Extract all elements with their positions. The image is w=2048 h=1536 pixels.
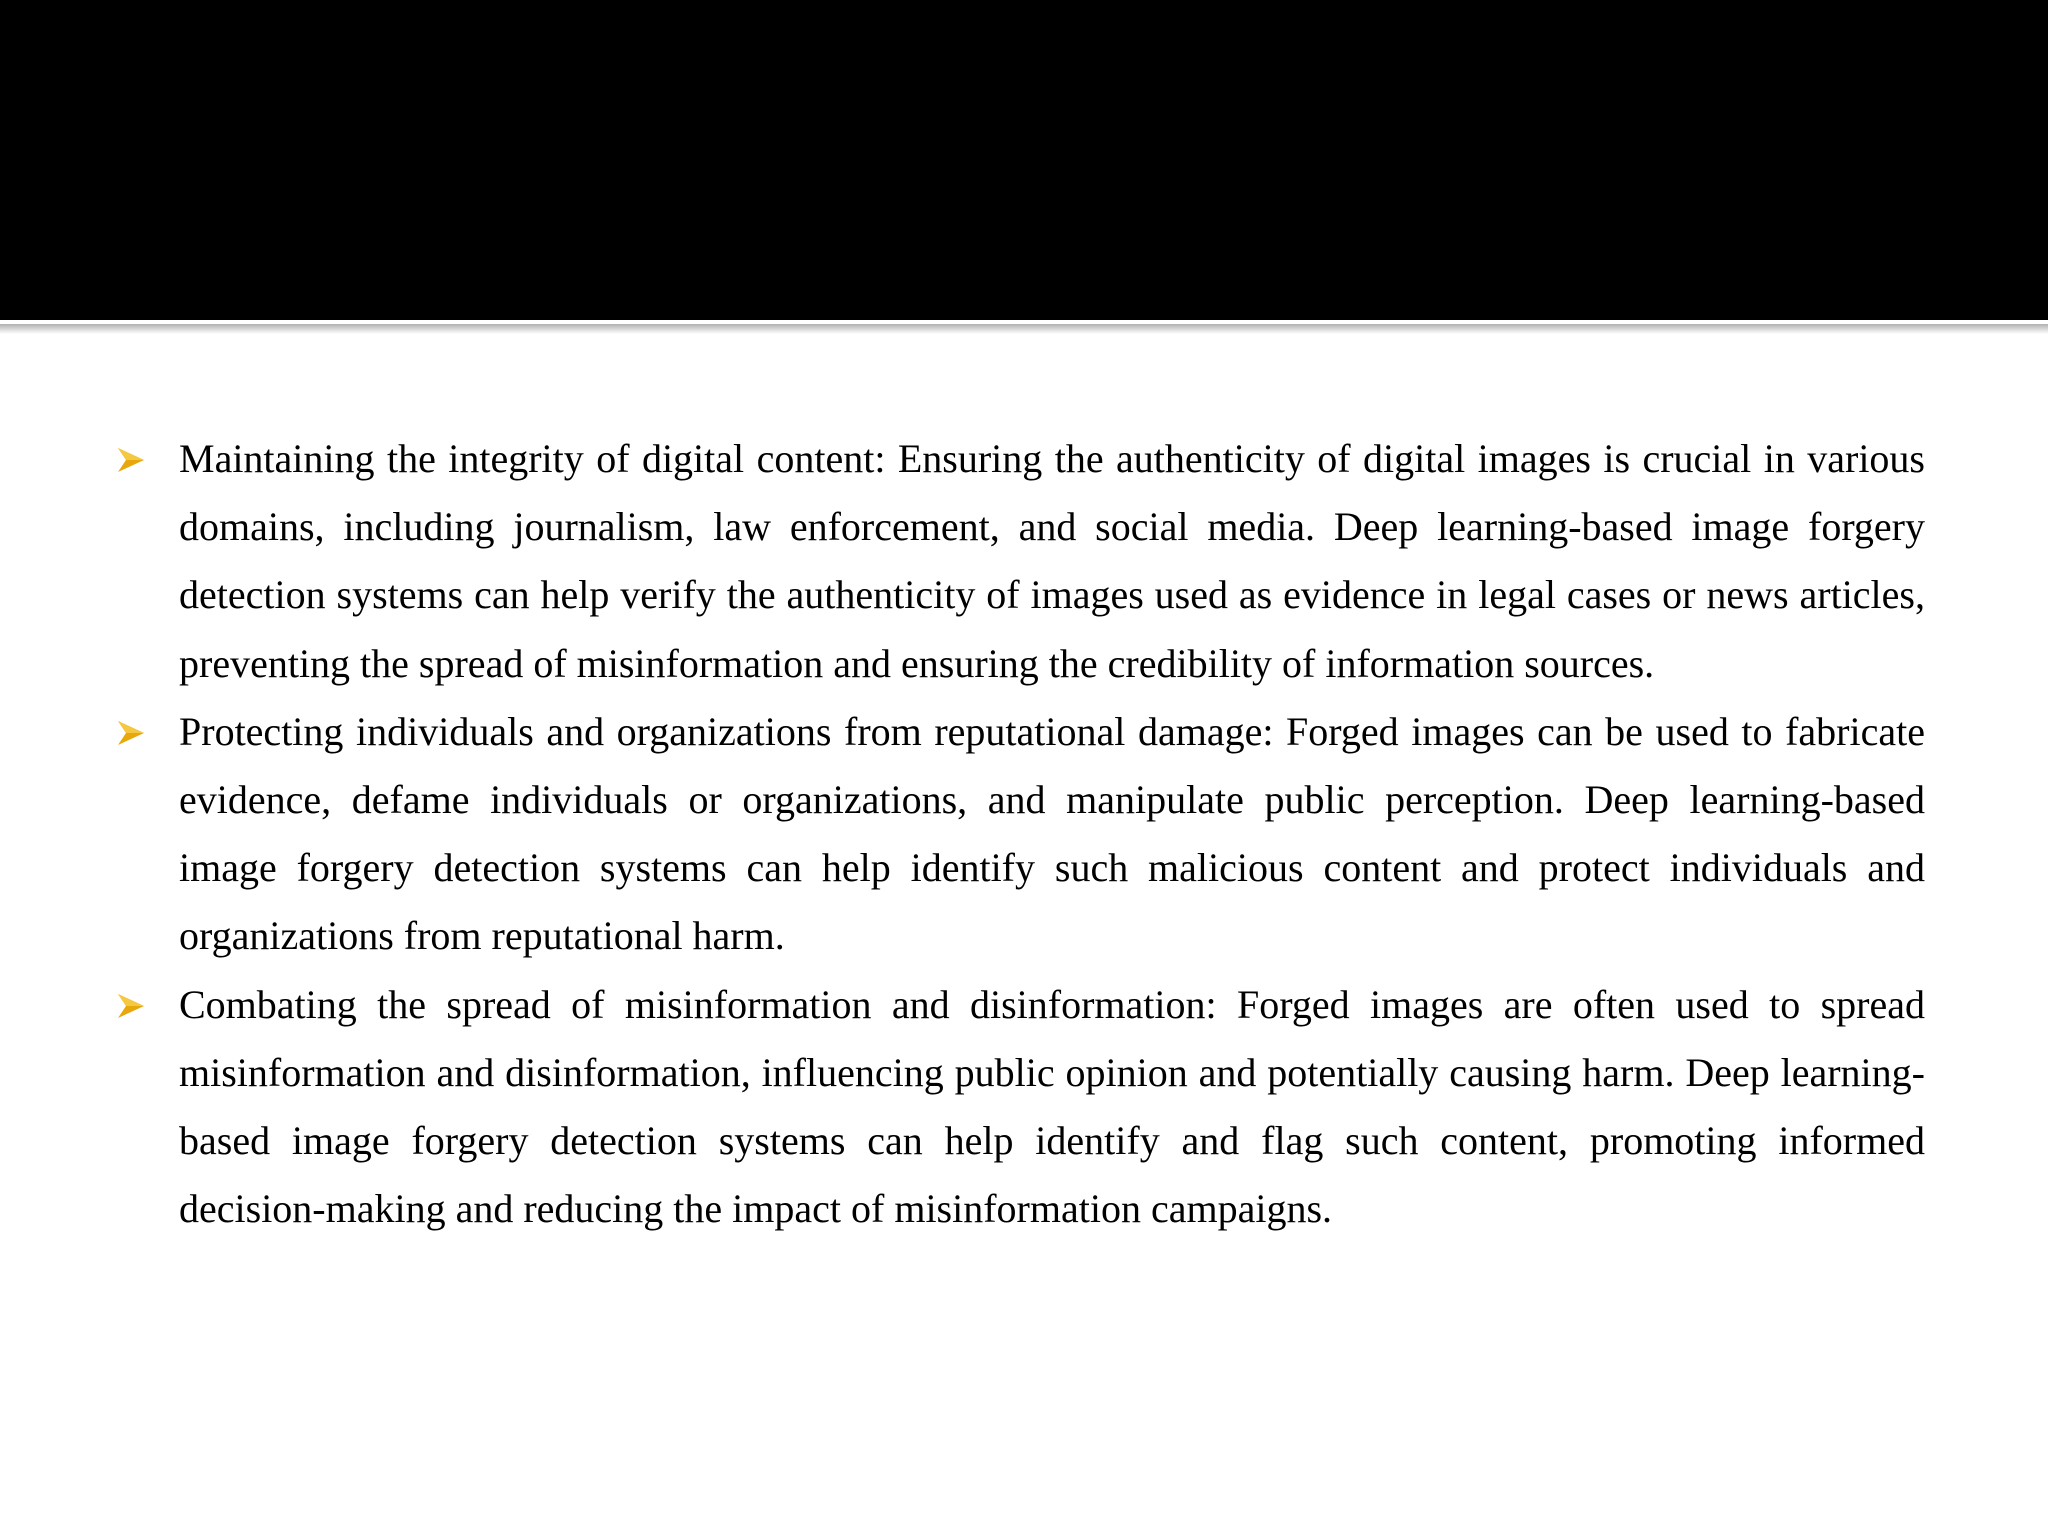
arrowhead-bullet-icon [116,718,146,748]
bullet-text: Combating the spread of misinformation and disinformation: Forged images are often used to spread misinformation and disinformation, influencing public opinion and potentially causing harm. Deep learning-based image forgery detection systems can help identify and flag such content, promoting informed decision-making and reducing the impact of misinformation campaigns. [179,981,1925,1232]
bullet-item-reputation [110,698,1925,971]
bullet-text: Protecting individuals and organizations from reputational damage: Forged images can be used to fabricate evidence, defame individuals or organizations, and manipulate public perception. Deep learning-based image forgery detection systems can help identify such malicious content and protect individuals and organizations from reputational harm. [179,708,1925,959]
bullet-item-misinformation [110,971,1925,1244]
arrowhead-bullet-icon [116,991,146,1021]
bullet-list [110,425,1925,1243]
bullet-item-integrity [110,425,1925,698]
arrowhead-bullet-icon [116,445,146,475]
bullet-text: Maintaining the integrity of digital content: Ensuring the authenticity of digital images is crucial in various domains, including journalism, law enforcement, and social media. Deep learning-based image forgery detection systems can help verify the authenticity of images used as evidence in legal cases or news articles, preventing the spread of misinformation and ensuring the credibility of information sources. [179,436,1925,686]
slide-body [110,425,1925,1243]
header-divider [0,320,2048,334]
slide-header-band [0,0,2048,320]
